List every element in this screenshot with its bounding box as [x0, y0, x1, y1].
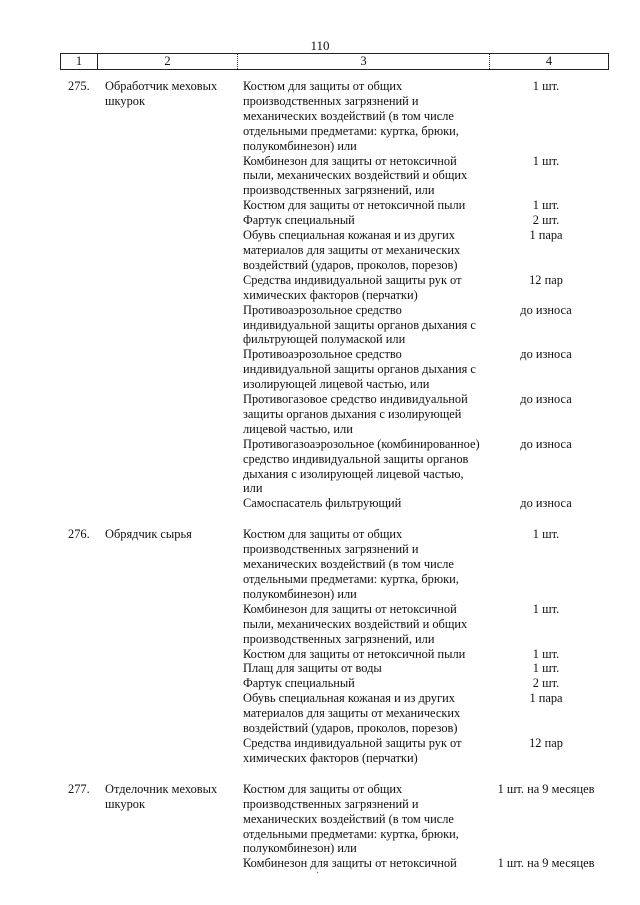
table-row [0, 527, 640, 766]
equipment-quantity: 1 шт. [532, 79, 560, 93]
scan-mark: · [316, 868, 320, 879]
equipment-quantity: 2 шт. [532, 213, 560, 228]
equipment-name: Комбинезон для защиты от нетоксичной пыли, механических воздействий и общих производственных загрязнений, или [243, 153, 468, 198]
equipment-quantity: 12 пар [529, 272, 563, 287]
equipment-item [243, 496, 603, 511]
equipment-quantity: 1 шт. на 9 месяцев [497, 856, 595, 871]
table-body [0, 79, 640, 887]
row-number: 277. [68, 781, 90, 796]
header-col-3: 3 [238, 54, 490, 69]
equipment-item [243, 154, 603, 199]
equipment-name: Фартук специальный [243, 213, 355, 228]
equipment-quantity: 1 пара [529, 228, 563, 243]
equipment-item [243, 213, 603, 228]
equipment-item [243, 602, 603, 647]
equipment-quantity: до износа [520, 392, 572, 407]
equipment-name: Средства индивидуальной защиты рук от химических факторов (перчатки) [243, 735, 462, 765]
row-number: 275. [68, 79, 90, 93]
profession-name: Обрядчик сырья [105, 527, 192, 542]
equipment-name: Обувь специальная кожаная и из других материалов для защиты от механических воздействий (ударов, проколов, порезов) [243, 691, 461, 736]
profession-name: Обработчик меховых шкурок [105, 79, 218, 108]
equipment-name: Противоаэрозольное средство индивидуальной защиты органов дыхания с изолирующей лицевой частью, или [243, 347, 476, 392]
equipment-item [243, 303, 603, 348]
header-col-2: 2 [98, 54, 238, 69]
header-col-1: 1 [61, 54, 98, 69]
equipment-quantity: 1 шт. [532, 601, 560, 616]
equipment-list [243, 79, 603, 511]
header-col-4: 4 [545, 54, 553, 68]
equipment-item [243, 676, 603, 691]
equipment-quantity: до износа [520, 436, 572, 451]
equipment-item [243, 691, 603, 736]
equipment-item [243, 527, 603, 602]
equipment-item [243, 782, 603, 857]
equipment-name: Противогазовое средство индивидуальной защиты органов дыхания с изолирующей лицевой частью, или [243, 392, 468, 436]
equipment-quantity: 1 шт. на 9 месяцев [497, 781, 595, 796]
equipment-name: Костюм для защиты от общих производственных загрязнений и механических воздействий (в том числе отдельными предметами: куртка, брюки, полукомбинезон) или [243, 527, 459, 601]
row-number: 276. [68, 527, 90, 542]
equipment-quantity: до износа [520, 496, 572, 511]
page-number: 110 [310, 38, 330, 53]
table-header [60, 53, 609, 70]
equipment-name: Костюм для защиты от общих производственных загрязнений и механических воздействий (в том числе отдельными предметами: куртка, брюки, полукомбинезон) или [243, 781, 459, 856]
equipment-quantity: 12 пар [529, 735, 563, 750]
equipment-item [243, 198, 603, 213]
equipment-item [243, 392, 603, 437]
equipment-quantity: 1 шт. [532, 198, 560, 213]
equipment-quantity: 1 шт. [532, 527, 560, 542]
table-row [0, 79, 640, 511]
profession-name: Отделочник меховых шкурок [105, 781, 218, 811]
equipment-name: Комбинезон для защиты от нетоксичной пыли, механических воздействий и общих производственных загрязнений, или [243, 601, 468, 646]
equipment-item [243, 273, 603, 303]
equipment-quantity: 2 шт. [532, 676, 560, 691]
equipment-name: Костюм для защиты от нетоксичной пыли [243, 646, 466, 661]
equipment-item [243, 661, 603, 676]
equipment-name: Фартук специальный [243, 676, 355, 691]
equipment-name: Костюм для защиты от нетоксичной пыли [243, 198, 466, 213]
equipment-quantity: до износа [520, 347, 572, 362]
equipment-item [243, 736, 603, 766]
table-row [0, 782, 640, 871]
equipment-list [243, 527, 603, 766]
equipment-name: Противогазоаэрозольное (комбинированное) средство индивидуальной защиты органов дыхания с изолирующей лицевой частью, или [243, 436, 480, 496]
equipment-item [243, 79, 603, 154]
equipment-name: Обувь специальная кожаная и из других материалов для защиты от механических воздействий (ударов, проколов, порезов) [243, 228, 461, 272]
equipment-item [243, 647, 603, 662]
equipment-name: Костюм для защиты от общих производственных загрязнений и механических воздействий (в том числе отдельными предметами: куртка, брюки, полукомбинезон) или [243, 79, 459, 153]
equipment-item [243, 347, 603, 392]
equipment-name: Плащ для защиты от воды [243, 661, 382, 676]
equipment-name: Самоспасатель фильтрующий [243, 496, 402, 511]
equipment-quantity: 1 шт. [532, 153, 560, 168]
equipment-name: Комбинезон для защиты от нетоксичной [243, 856, 457, 871]
equipment-quantity: 1 шт. [532, 646, 560, 661]
equipment-item [243, 856, 603, 871]
equipment-quantity: 1 пара [529, 691, 563, 706]
equipment-name: Средства индивидуальной защиты рук от химических факторов (перчатки) [243, 272, 462, 302]
equipment-list [243, 782, 603, 871]
equipment-quantity: 1 шт. [532, 661, 560, 676]
equipment-item [243, 228, 603, 273]
equipment-name: Противоаэрозольное средство индивидуальной защиты органов дыхания с фильтрующей полумаской или [243, 302, 476, 347]
equipment-quantity: до износа [520, 302, 572, 317]
equipment-item [243, 437, 603, 497]
